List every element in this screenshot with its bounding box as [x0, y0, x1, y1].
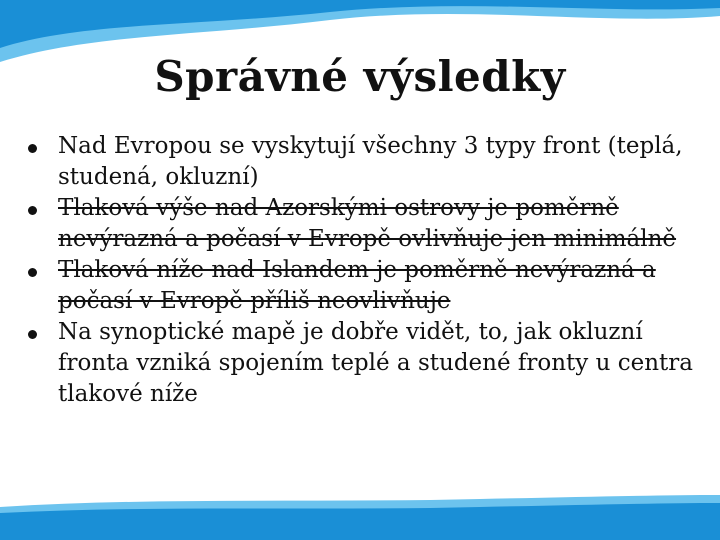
bullet-text: Na synoptické mapě je dobře vidět, to, jak okluzní fronta vzniká spojením teplé a studené fronty u centra tlakové níže: [58, 319, 693, 407]
bullet-item-4: [26, 317, 702, 410]
bullet-dot-icon: [28, 268, 37, 277]
bullet-item-3: [26, 255, 702, 317]
bottom-band-decoration: [0, 495, 720, 540]
bullet-text-struck: Tlaková výše nad Azorskými ostrovy je poměrně nevýrazná a počasí v Evropě ovlivňuje jen minimálně: [58, 195, 677, 252]
slide-title: Správné výsledky: [154, 52, 566, 101]
bullet-dot-icon: [28, 330, 37, 339]
bullet-dot-icon: [28, 206, 37, 215]
bullet-text: Nad Evropou se vyskytují všechny 3 typy front (teplá, studená, okluzní): [58, 133, 683, 190]
bullet-list: [26, 131, 702, 410]
bullet-dot-icon: [28, 144, 37, 153]
bullet-item-1: [26, 131, 702, 193]
bullet-item-2: [26, 193, 702, 255]
bullet-text-struck: Tlaková níže nad Islandem je poměrně nevýrazná a počasí v Evropě příliš neovlivňuje: [58, 257, 656, 314]
